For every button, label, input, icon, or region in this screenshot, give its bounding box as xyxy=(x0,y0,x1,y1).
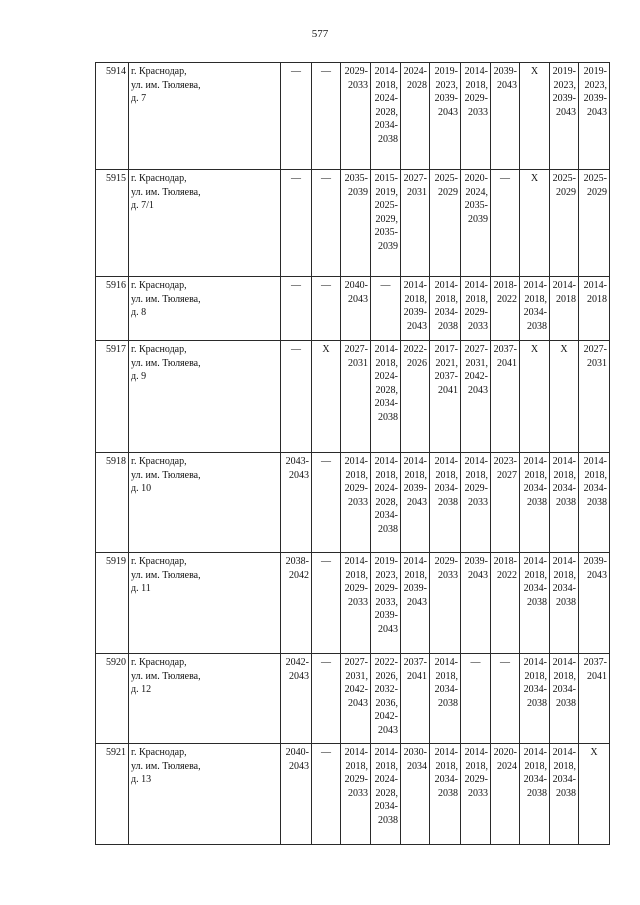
period-cell: 2014- 2018 xyxy=(550,277,579,341)
row-number: 5918 xyxy=(96,453,129,553)
period-cell: 2029- 2033 xyxy=(341,63,371,170)
repair-schedule-table xyxy=(95,62,610,845)
period-cell: 2014- 2018, 2024- 2028, 2034- 2038 xyxy=(371,63,401,170)
address-cell xyxy=(129,453,281,553)
period-cell: 2014- 2018, 2039- 2043 xyxy=(401,277,430,341)
period-cell: 2023- 2027 xyxy=(491,453,520,553)
period-cell: 2019- 2023, 2039- 2043 xyxy=(430,63,461,170)
period-cell: — xyxy=(312,553,341,654)
period-cell: — xyxy=(461,654,491,744)
address-line: д. 8 xyxy=(131,307,147,318)
page-number: 577 xyxy=(311,28,329,40)
address-cell xyxy=(129,341,281,453)
period-cell: 2014- 2018, 2024- 2028, 2034- 2038 xyxy=(371,453,401,553)
period-cell: — xyxy=(312,453,341,553)
period-cell: 2018- 2022 xyxy=(491,553,520,654)
period-cell: 2014- 2018, 2034- 2038 xyxy=(520,744,550,845)
address-cell xyxy=(129,277,281,341)
address-cell xyxy=(129,553,281,654)
address-line: г. Краснодар, xyxy=(131,66,187,77)
period-cell: 2019- 2023, 2029- 2033, 2039- 2043 xyxy=(371,553,401,654)
table-row xyxy=(96,654,610,744)
period-cell: 2014- 2018, 2039- 2043 xyxy=(401,553,430,654)
address-line: д. 7 xyxy=(131,93,147,104)
period-cell: 2014- 2018, 2039- 2043 xyxy=(401,453,430,553)
address-line: д. 13 xyxy=(131,774,152,785)
period-cell: 2042- 2043 xyxy=(281,654,312,744)
period-cell: 2017- 2021, 2037- 2041 xyxy=(430,341,461,453)
address-line: ул. им. Тюляева, xyxy=(131,670,201,682)
period-cell: 2037- 2041 xyxy=(401,654,430,744)
period-cell: 2025- 2029 xyxy=(430,170,461,277)
address-line: ул. им. Тюляева, xyxy=(131,469,201,481)
period-cell: — xyxy=(312,744,341,845)
period-cell: 2014- 2018, 2034- 2038 xyxy=(430,453,461,553)
period-cell: 2014- 2018, 2034- 2038 xyxy=(520,453,550,553)
period-cell: 2039- 2043 xyxy=(579,553,610,654)
table-row xyxy=(96,63,610,170)
period-cell: 2022- 2026 xyxy=(401,341,430,453)
address-line: д. 11 xyxy=(131,583,151,594)
period-cell: 2014- 2018, 2034- 2038 xyxy=(579,453,610,553)
period-cell: 2019- 2023, 2039- 2043 xyxy=(579,63,610,170)
period-cell: 2043- 2043 xyxy=(281,453,312,553)
period-cell: 2030- 2034 xyxy=(401,744,430,845)
period-cell: — xyxy=(371,277,401,341)
address-line: д. 7/1 xyxy=(131,200,154,211)
table-row xyxy=(96,341,610,453)
address-cell xyxy=(129,170,281,277)
period-cell: 2014- 2018, 2029- 2033 xyxy=(461,453,491,553)
period-cell: 2014- 2018, 2034- 2038 xyxy=(550,744,579,845)
address-line: г. Краснодар, xyxy=(131,657,187,668)
period-cell: 2025- 2029 xyxy=(550,170,579,277)
row-number: 5914 xyxy=(96,63,129,170)
period-cell: 2025- 2029 xyxy=(579,170,610,277)
period-cell: 2035- 2039 xyxy=(341,170,371,277)
period-cell: 2038- 2042 xyxy=(281,553,312,654)
period-cell: — xyxy=(312,170,341,277)
address-line: ул. им. Тюляева, xyxy=(131,79,201,91)
period-cell: 2027- 2031 xyxy=(401,170,430,277)
period-cell: 2014- 2018, 2029- 2033 xyxy=(341,744,371,845)
table-row xyxy=(96,553,610,654)
period-cell: X xyxy=(520,170,550,277)
address-line: г. Краснодар, xyxy=(131,747,187,758)
address-line: ул. им. Тюляева, xyxy=(131,186,201,198)
period-cell: 2014- 2018, 2034- 2038 xyxy=(520,277,550,341)
period-cell: — xyxy=(491,654,520,744)
period-cell: 2027- 2031, 2042- 2043 xyxy=(341,654,371,744)
address-line: д. 10 xyxy=(131,483,152,494)
row-number: 5915 xyxy=(96,170,129,277)
address-line: д. 12 xyxy=(131,684,152,695)
address-line: г. Краснодар, xyxy=(131,344,187,355)
period-cell: — xyxy=(312,654,341,744)
row-number: 5920 xyxy=(96,654,129,744)
period-cell: — xyxy=(281,341,312,453)
period-cell: 2014- 2018, 2034- 2038 xyxy=(550,453,579,553)
address-cell xyxy=(129,744,281,845)
period-cell: 2014- 2018, 2034- 2038 xyxy=(430,654,461,744)
period-cell: 2027- 2031 xyxy=(341,341,371,453)
address-line: г. Краснодар, xyxy=(131,556,187,567)
table-body xyxy=(96,63,610,845)
period-cell: — xyxy=(281,277,312,341)
period-cell: 2014- 2018 xyxy=(579,277,610,341)
period-cell: 2014- 2018, 2034- 2038 xyxy=(520,553,550,654)
period-cell: 2018- 2022 xyxy=(491,277,520,341)
address-line: ул. им. Тюляева, xyxy=(131,293,201,305)
table-row xyxy=(96,277,610,341)
period-cell: 2039- 2043 xyxy=(491,63,520,170)
address-line: г. Краснодар, xyxy=(131,456,187,467)
period-cell: 2020- 2024 xyxy=(491,744,520,845)
period-cell: 2027- 2031 xyxy=(579,341,610,453)
period-cell: 2020- 2024, 2035- 2039 xyxy=(461,170,491,277)
table-row xyxy=(96,744,610,845)
period-cell: 2040- 2043 xyxy=(341,277,371,341)
period-cell: 2014- 2018, 2034- 2038 xyxy=(430,277,461,341)
period-cell: 2014- 2018, 2029- 2033 xyxy=(461,63,491,170)
period-cell: 2027- 2031, 2042- 2043 xyxy=(461,341,491,453)
row-number: 5919 xyxy=(96,553,129,654)
period-cell: 2014- 2018, 2029- 2033 xyxy=(461,744,491,845)
table-row xyxy=(96,170,610,277)
period-cell: — xyxy=(312,277,341,341)
period-cell: 2014- 2018, 2029- 2033 xyxy=(341,453,371,553)
period-cell: 2019- 2023, 2039- 2043 xyxy=(550,63,579,170)
period-cell: 2037- 2041 xyxy=(491,341,520,453)
period-cell: 2029- 2033 xyxy=(430,553,461,654)
period-cell: 2014- 2018, 2029- 2033 xyxy=(461,277,491,341)
address-line: г. Краснодар, xyxy=(131,173,187,184)
row-number: 5917 xyxy=(96,341,129,453)
address-cell xyxy=(129,63,281,170)
period-cell: 2039- 2043 xyxy=(461,553,491,654)
period-cell: X xyxy=(312,341,341,453)
address-line: ул. им. Тюляева, xyxy=(131,357,201,369)
period-cell: 2014- 2018, 2034- 2038 xyxy=(430,744,461,845)
period-cell: X xyxy=(520,63,550,170)
period-cell: — xyxy=(281,170,312,277)
row-number: 5916 xyxy=(96,277,129,341)
period-cell: 2014- 2018, 2034- 2038 xyxy=(520,654,550,744)
table-row xyxy=(96,453,610,553)
period-cell: X xyxy=(550,341,579,453)
period-cell: — xyxy=(312,63,341,170)
period-cell: 2040- 2043 xyxy=(281,744,312,845)
period-cell: 2014- 2018, 2024- 2028, 2034- 2038 xyxy=(371,341,401,453)
address-line: ул. им. Тюляева, xyxy=(131,760,201,772)
address-cell xyxy=(129,654,281,744)
period-cell: 2014- 2018, 2034- 2038 xyxy=(550,654,579,744)
period-cell: — xyxy=(281,63,312,170)
period-cell: 2014- 2018, 2034- 2038 xyxy=(550,553,579,654)
period-cell: 2015- 2019, 2025- 2029, 2035- 2039 xyxy=(371,170,401,277)
period-cell: 2037- 2041 xyxy=(579,654,610,744)
address-line: ул. им. Тюляева, xyxy=(131,569,201,581)
period-cell: 2022- 2026, 2032- 2036, 2042- 2043 xyxy=(371,654,401,744)
row-number: 5921 xyxy=(96,744,129,845)
address-line: г. Краснодар, xyxy=(131,280,187,291)
period-cell: — xyxy=(491,170,520,277)
address-line: д. 9 xyxy=(131,371,147,382)
period-cell: 2014- 2018, 2029- 2033 xyxy=(341,553,371,654)
period-cell: X xyxy=(579,744,610,845)
period-cell: 2024- 2028 xyxy=(401,63,430,170)
period-cell: 2014- 2018, 2024- 2028, 2034- 2038 xyxy=(371,744,401,845)
period-cell: X xyxy=(520,341,550,453)
